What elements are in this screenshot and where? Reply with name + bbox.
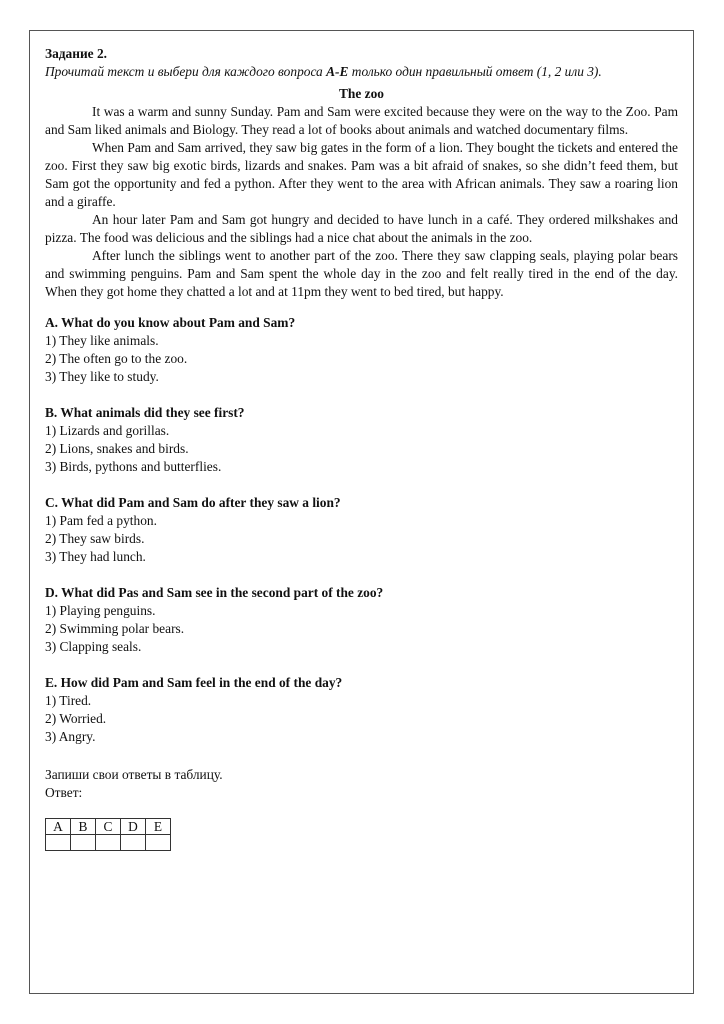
question-block-b [45,404,678,476]
answer-table-input-row [46,835,171,851]
text-paragraph: It was a warm and sunny Sunday. Pam and Sam were excited because they were on the way to the Zoo. Pam and Sam liked animals and Biology. They read a lot of books about animals and watched documentary films. [45,104,678,137]
answer-header-a: A [46,819,71,835]
answer-label: Ответ: [45,785,83,800]
question-a: A. What do you know about Pam and Sam? [45,315,296,330]
task-instruction-bold: A-E [326,64,349,79]
answer-header-b: B [71,819,96,835]
answer-cell-b[interactable] [71,835,96,851]
option: 1) Pam fed a python. [45,513,157,528]
option: 2) Lions, snakes and birds. [45,441,189,456]
task-instruction-suffix: только один правильный ответ (1, 2 или 3). [348,64,602,79]
option: 3) Angry. [45,729,96,744]
option: 2) They saw birds. [45,531,145,546]
question-e: E. How did Pam and Sam feel in the end of the day? [45,675,343,690]
option: 2) The often go to the zoo. [45,351,188,366]
question-block-d [45,584,678,656]
answer-header-d: D [121,819,146,835]
answer-cell-e[interactable] [146,835,171,851]
answer-cell-a[interactable] [46,835,71,851]
task-instruction [45,63,678,81]
worksheet [29,30,694,994]
option: 1) Playing penguins. [45,603,156,618]
answer-cell-c[interactable] [96,835,121,851]
answer-table [45,818,171,851]
task-instruction-prefix: Прочитай текст и выбери для каждого вопроса [45,64,327,79]
option: 1) Tired. [45,693,92,708]
answer-header-c: C [96,819,121,835]
question-block-e [45,674,678,746]
question-b: B. What animals did they see first? [45,405,245,420]
option: 3) They had lunch. [45,549,146,564]
text-title: The zoo [338,86,384,101]
question-d: D. What did Pas and Sam see in the second part of the zoo? [45,585,384,600]
option: 2) Swimming polar bears. [45,621,185,636]
option: 3) They like to study. [45,369,159,384]
option: 2) Worried. [45,711,107,726]
option: 1) They like animals. [45,333,159,348]
text-paragraph: After lunch the siblings went to another part of the zoo. There they saw clapping seals, playing polar bears and swimming penguins. Pam and Sam spent the whole day in the zoo and felt really tired in the end of the day. When they got home they chatted a lot and at 11pm they went to bed tired, but happy. [45,248,678,299]
answer-table-header-row [46,819,171,835]
answer-cell-d[interactable] [121,835,146,851]
question-block-c [45,494,678,566]
answer-instruction: Запиши свои ответы в таблицу. [45,767,223,782]
option: 3) Birds, pythons and butterflies. [45,459,222,474]
text-paragraph: An hour later Pam and Sam got hungry and decided to have lunch in a café. They ordered milkshakes and pizza. The food was delicious and the siblings had a nice chat about the animals in the zoo. [45,212,678,245]
text-paragraph: When Pam and Sam arrived, they saw big gates in the form of a lion. They bought the tickets and entered the zoo. First they saw big exotic birds, lizards and snakes. Pam was a bit afraid of snakes, so she didn’t feed them, but Sam got the opportunity and fed a python. After they went to the area with African animals. They saw a roaring lion and a giraffe. [45,140,678,209]
question-c: C. What did Pam and Sam do after they saw a lion? [45,495,341,510]
question-block-a [45,314,678,386]
option: 1) Lizards and gorillas. [45,423,170,438]
option: 3) Clapping seals. [45,639,142,654]
answer-header-e: E [146,819,171,835]
task-title: Задание 2. [45,46,107,61]
